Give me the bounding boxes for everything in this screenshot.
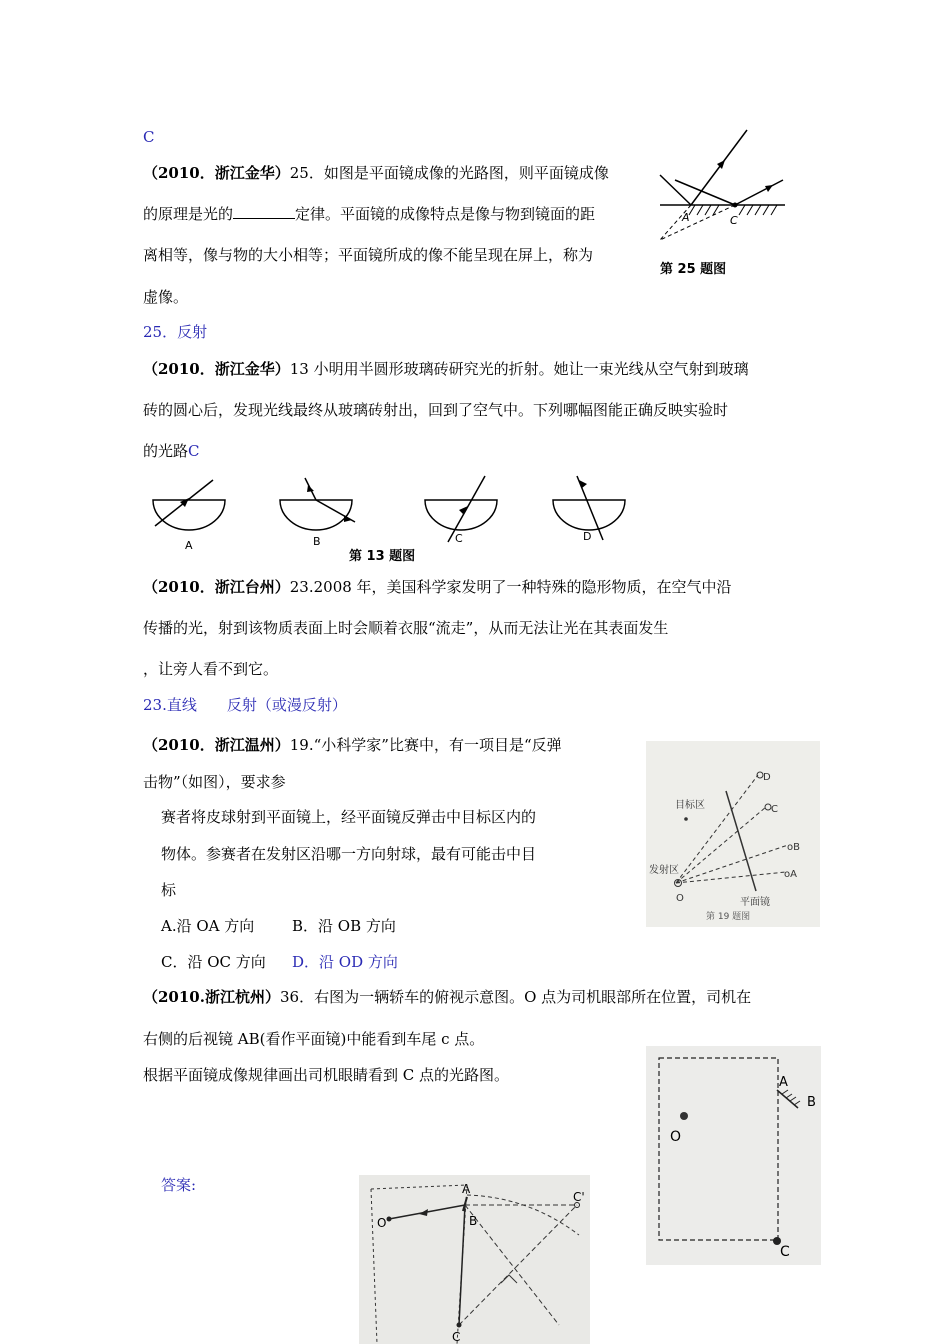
answer-fig-label-b: B: [469, 1214, 478, 1228]
q13-line1: [143, 359, 749, 379]
fig19-mirror-label: 平面镜: [740, 897, 770, 908]
q25-line3: 离相等，像与物的大小相等；平面镜所成的像不能呈现在屏上，称为: [143, 246, 594, 264]
q36-text1: 36．右图为一辆轿车的俯视示意图。O 点为司机眼部所在位置，司机在: [279, 988, 752, 1006]
fig19-label-a: oA: [784, 869, 797, 880]
q13-line3: [143, 441, 200, 461]
q13-source: （2010．浙江金华）: [143, 360, 290, 378]
q19-line4: 物体。参赛者在发射区沿哪一方向射球，最有可能击中目: [161, 845, 537, 863]
q36-answer-figure: [359, 1175, 590, 1344]
q19-option-b: B．沿 OB 方向: [292, 917, 396, 935]
answer-blank: [233, 204, 295, 219]
fig36-label-c: C: [780, 1244, 790, 1260]
q13-line2: 砖的圆心后，发现光线最终从玻璃砖射出，回到了空气中。下列哪幅图能正确反映实验时: [143, 401, 729, 419]
fig19-label-c: C: [771, 804, 778, 815]
answer-fig-label-a: A: [462, 1182, 471, 1196]
q36-answer-label: 答案:: [161, 1176, 197, 1194]
fig19-target-label: 目标区: [675, 800, 705, 811]
fig19-label-d: D: [763, 772, 771, 783]
q23-line2: 传播的光，射到该物质表面上时会顺着衣服“流走”，从而无法让光在其表面发生: [143, 619, 669, 637]
q36-source: （2010.浙江杭州）: [143, 988, 280, 1006]
q23-line3: ，让旁人看不到它。: [143, 660, 279, 678]
answer-fig-label-c: C: [452, 1330, 461, 1344]
q25-text2-pre: 的原理是光的: [143, 205, 234, 223]
q13-answer: C: [188, 442, 200, 460]
q13-text3: 的光路: [143, 442, 189, 460]
q36-line1: [143, 987, 751, 1007]
fig13-label-c: C: [455, 532, 463, 545]
q19-option-d: D．沿 OD 方向: [292, 953, 398, 971]
fig36-label-b: B: [807, 1095, 816, 1110]
q19-text1: 19.“小科学家”比赛中，有一项目是“反弹: [289, 736, 562, 754]
fig19-caption: 第 19 题图: [706, 912, 751, 922]
q19-option-c: C．沿 OC 方向: [161, 953, 266, 971]
fig19-o-label: O: [676, 893, 684, 904]
fig25-label-a: A: [682, 211, 690, 224]
q19-option-a: A.沿 OA 方向: [161, 917, 255, 935]
q19-line3: 赛者将皮球射到平面镜上，经平面镜反弹击中目标区内的: [161, 808, 537, 826]
q25-source: （2010．浙江金华）: [143, 164, 290, 182]
q25-text1: 25．如图是平面镜成像的光路图，则平面镜成像: [289, 164, 609, 182]
q13-text1: 13 小明用半圆形玻璃砖研究光的折射。她让一束光线从空气射到玻璃: [289, 360, 749, 378]
fig13-caption: 第 13 题图: [349, 549, 416, 564]
fig36-label-o: O: [670, 1129, 682, 1145]
answer-fig-label-c-prime: C': [573, 1190, 585, 1204]
q25-text2-post: 定律。平面镜的成像特点是像与物到镜面的距: [295, 205, 596, 223]
answer-fig-label-o: O: [377, 1216, 387, 1230]
q19-figure: [646, 741, 820, 927]
fig19-label-b: oB: [787, 842, 800, 853]
q19-source: （2010．浙江温州）: [143, 736, 290, 754]
q23-answer: 23.直线 反射（或漫反射）: [143, 696, 347, 714]
fig25-label-c: C: [730, 214, 738, 227]
q36-figure: [646, 1046, 821, 1265]
q25-line4: 虚像。: [143, 288, 189, 306]
q13-figure: [145, 470, 635, 566]
q19-line1: [143, 735, 562, 755]
fig19-launch-label: 发射区: [649, 865, 679, 876]
q25-answer: 25．反射: [143, 323, 208, 341]
q19-line5: 标: [161, 881, 177, 899]
q23-line1: [143, 577, 732, 597]
q25-figure: [655, 125, 790, 285]
q23-text1: 23.2008 年，美国科学家发明了一种特殊的隐形物质，在空气中沿: [289, 578, 732, 596]
q25-line1: [143, 163, 609, 183]
fig13-label-b: B: [313, 535, 321, 548]
fig25-caption: 第 25 题图: [660, 262, 727, 277]
fig13-label-a: A: [185, 539, 193, 552]
q25-line2: [143, 204, 595, 224]
fig36-label-a: A: [779, 1075, 788, 1090]
q36-line2: 右侧的后视镜 AB(看作平面镜)中能看到车尾 c 点。: [143, 1030, 485, 1048]
q23-source: （2010．浙江台州）: [143, 578, 290, 596]
previous-answer: C: [143, 128, 155, 146]
fig13-label-d: D: [583, 530, 592, 543]
q19-line2: 击物”（如图），要求参: [143, 773, 286, 791]
q36-line3: 根据平面镜成像规律画出司机眼睛看到 C 点的光路图。: [143, 1066, 510, 1084]
